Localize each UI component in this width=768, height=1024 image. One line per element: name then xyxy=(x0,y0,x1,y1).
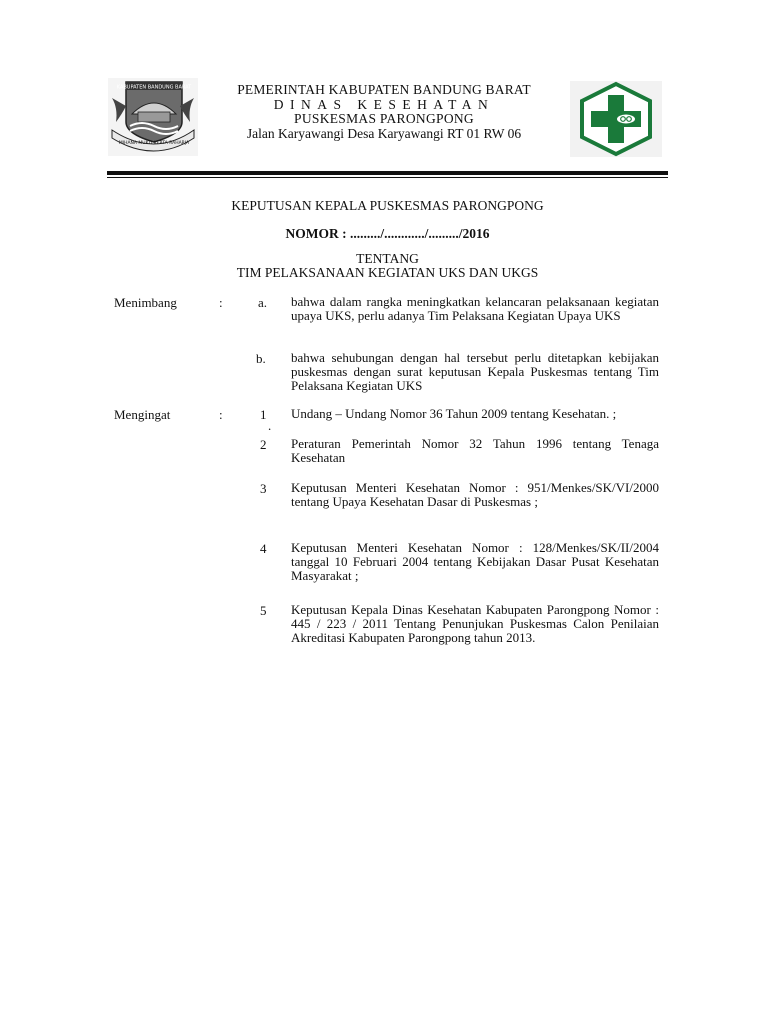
mengingat-marker-3: 3 xyxy=(260,481,267,496)
menimbang-label: Menimbang xyxy=(114,295,177,310)
mengingat-item-1: Undang – Undang Nomor 36 Tahun 2009 tentang Kesehatan. ; xyxy=(291,406,617,421)
letterhead-puskesmas: PUSKESMAS PARONGPONG xyxy=(294,111,474,126)
mengingat-item-5: Keputusan Kepala Dinas Kesehatan Kabupaten Parongpong Nomor : 445 / 223 / 2011 Tentang Penunjukan Puskesmas Calon Penilaian Akreditasi Kabupaten Parongpong tahun 2013. xyxy=(291,602,659,646)
mengingat-marker-1: 1 xyxy=(260,407,267,422)
decree-subject: TIM PELAKSANAAN KEGIATAN UKS DAN UKGS xyxy=(236,265,539,280)
menimbang-colon: : xyxy=(219,295,223,310)
mengingat-item-3: Keputusan Menteri Kesehatan Nomor : 951/Menkes/SK/VI/2000 tentang Upaya Kesehatan Dasar di Puskesmas ; xyxy=(291,480,659,510)
mengingat-label: Mengingat xyxy=(114,407,171,422)
menimbang-marker-a: a. xyxy=(258,295,268,310)
emblem-banner-text: KABUPATEN BANDUNG BARAT xyxy=(116,84,192,91)
menimbang-marker-b: b. xyxy=(256,351,266,366)
letterhead-divider-thick xyxy=(107,171,668,175)
regency-emblem-icon xyxy=(108,78,198,156)
decree-title: KEPUTUSAN KEPALA PUSKESMAS PARONGPONG xyxy=(231,198,544,213)
mengingat-marker-2: 2 xyxy=(260,437,267,452)
mengingat-marker-5: 5 xyxy=(260,603,267,618)
mengingat-marker-4: 4 xyxy=(260,541,267,556)
letterhead-address: Jalan Karyawangi Desa Karyawangi RT 01 RW 06 xyxy=(246,126,522,141)
mengingat-item-4: Keputusan Menteri Kesehatan Nomor : 128/Menkes/SK/II/2004 tanggal 10 Februari 2004 tentang Kebijakan Dasar Pusat Kesehatan Masyarakat ; xyxy=(291,540,659,584)
decree-number: NOMOR : ........./............/........./2016 xyxy=(285,226,490,241)
letterhead-department: DINAS KESEHATAN xyxy=(273,97,495,112)
decree-tentang: TENTANG xyxy=(356,251,419,266)
menimbang-item-b: bahwa sehubungan dengan hal tersebut perlu ditetapkan kebijakan puskesmas dengan surat keputusan Kepala Puskesmas tentang Tim Pelaksana Kegiatan UKS xyxy=(291,350,659,394)
puskesmas-cross-logo-icon xyxy=(570,81,662,157)
mengingat-item-2: Peraturan Pemerintah Nomor 32 Tahun 1996 tentang Tenaga Kesehatan xyxy=(291,436,659,466)
emblem-ribbon-text: MIHANA MUKTI KERTA RAHARJA xyxy=(118,141,190,146)
mengingat-marker-1-dot: . xyxy=(268,418,272,433)
letterhead-government: PEMERINTAH KABUPATEN BANDUNG BARAT xyxy=(237,82,531,97)
menimbang-item-a: bahwa dalam rangka meningkatkan kelancaran pelaksanaan kegiatan upaya UKS, perlu adanya Tim Pelaksana Kegiatan Upaya UKS xyxy=(291,294,659,324)
mengingat-colon: : xyxy=(219,407,223,422)
letterhead-divider-thin xyxy=(107,177,668,178)
